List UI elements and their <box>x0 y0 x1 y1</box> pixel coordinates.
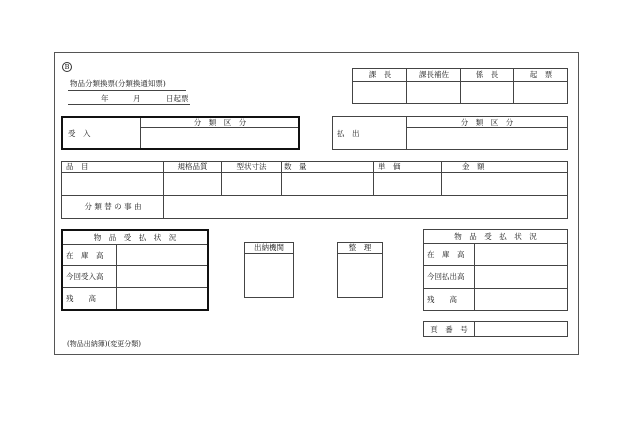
col-header-quantity: 数 量 <box>284 162 307 171</box>
date-month: 月 <box>133 94 141 103</box>
col-header-amount: 金 額 <box>462 162 485 171</box>
status-left-title: 物 品 受 払 状 況 <box>93 233 177 242</box>
col-header-shape: 型状寸法 <box>236 162 267 171</box>
col-header-spec: 規格品質 <box>177 162 208 171</box>
items-table <box>61 161 568 219</box>
status-left-row-balance: 残 高 <box>66 294 96 303</box>
form-title: 物品分類換票(分類換通知票) <box>70 79 166 88</box>
status-right-row-balance: 残 高 <box>427 295 457 304</box>
col-header-item: 品 目 <box>66 162 89 171</box>
receipt-box <box>61 116 300 150</box>
arrange-stamp-label: 整 理 <box>348 243 372 252</box>
approval-header-deputy-chief: 課長補佐 <box>419 70 449 79</box>
page-number-box <box>423 321 568 337</box>
date-day: 日起票 <box>166 94 189 103</box>
reason-label: 分 類 替 の 事 由 <box>84 202 142 211</box>
approval-header-subsection-chief: 係 長 <box>475 70 499 79</box>
status-left-box <box>61 229 209 311</box>
arrange-stamp-box <box>337 242 383 298</box>
payout-box <box>332 116 568 150</box>
status-right-box <box>423 229 568 311</box>
col-header-unit-price: 単 価 <box>378 162 401 171</box>
approval-header-drafter: 起 票 <box>529 70 553 79</box>
status-right-row-paid: 今回払出高 <box>427 272 465 281</box>
issuer-stamp-label: 出納機関 <box>254 243 284 252</box>
status-right-row-stock: 在 庫 高 <box>427 250 465 259</box>
receipt-label: 受 入 <box>68 129 91 138</box>
receipt-class-header: 分 類 区 分 <box>193 118 247 127</box>
form-footer: (物品出納簿)(変更分類) <box>67 340 141 348</box>
status-left-row-received: 今回受入高 <box>66 272 104 281</box>
approval-header-section-chief: 課 長 <box>368 70 392 79</box>
page-number-label: 頁 番 号 <box>430 325 468 334</box>
approval-grid <box>352 68 568 104</box>
circled-mark: B <box>62 62 72 72</box>
issuer-stamp-box <box>244 242 294 298</box>
status-right-title: 物 品 受 払 状 況 <box>454 232 537 241</box>
date-year: 年 <box>101 94 109 103</box>
status-left-row-stock: 在 庫 高 <box>66 251 104 260</box>
payout-class-header: 分 類 区 分 <box>460 118 514 127</box>
payout-label: 払 出 <box>337 129 360 138</box>
